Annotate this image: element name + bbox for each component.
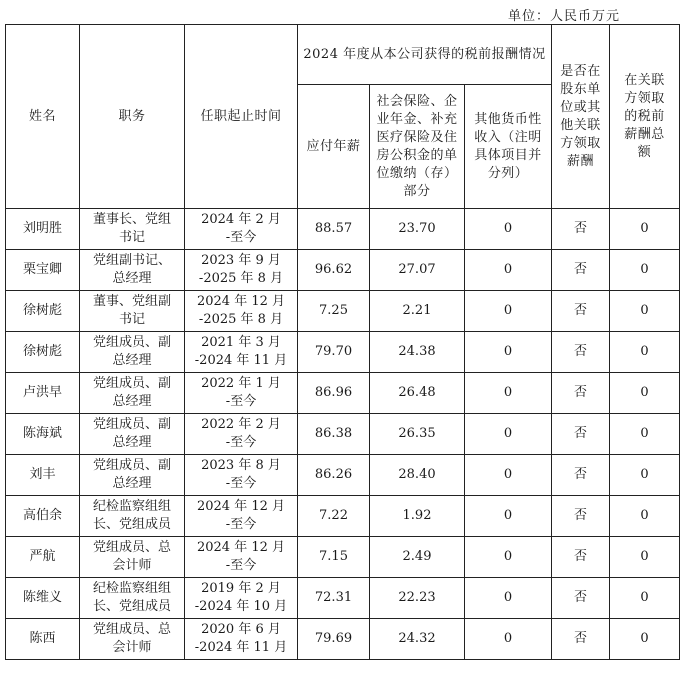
header-annual-salary: 应付年薪 [298, 85, 370, 209]
cell-position-line: 党组成员、副 [92, 417, 171, 432]
cell-shareholder-pay: 否 [552, 250, 610, 291]
cell-position [80, 578, 185, 619]
cell-related-party-total: 0 [610, 209, 680, 250]
cell-position-line: 总经理 [112, 435, 152, 450]
cell-position [80, 537, 185, 578]
cell-position-line: 董事长、党组 [92, 212, 171, 227]
cell-position-line: 董事、党组副 [92, 294, 171, 309]
cell-position-line: 党组成员、副 [92, 335, 171, 350]
cell-shareholder-pay: 否 [552, 578, 610, 619]
cell-shareholder-pay: 否 [552, 332, 610, 373]
cell-other-income: 0 [465, 455, 552, 496]
cell-term [185, 496, 298, 537]
cell-social-insurance: 2.21 [370, 291, 465, 332]
header-compensation-group: 2024 年度从本公司获得的税前报酬情况 [298, 25, 552, 85]
cell-social-insurance: 2.49 [370, 537, 465, 578]
cell-social-insurance: 22.23 [370, 578, 465, 619]
cell-term-line: 2022 年 2 月 [201, 417, 281, 432]
header-shareholder-pay: 是否在股东单位或其他关联方领取薪酬 [552, 25, 610, 209]
cell-related-party-total: 0 [610, 373, 680, 414]
header-name: 姓名 [6, 25, 80, 209]
table-row [6, 209, 680, 250]
cell-annual-salary: 72.31 [298, 578, 370, 619]
cell-annual-salary: 7.25 [298, 291, 370, 332]
table-row [6, 496, 680, 537]
cell-other-income: 0 [465, 332, 552, 373]
cell-position [80, 373, 185, 414]
cell-position-line: 党组成员、总 [92, 540, 171, 555]
cell-shareholder-pay: 否 [552, 373, 610, 414]
cell-other-income: 0 [465, 250, 552, 291]
cell-name: 刘明胜 [6, 209, 80, 250]
table-row [6, 414, 680, 455]
cell-position-line: 党组成员、副 [92, 376, 171, 391]
cell-term-line: -至今 [225, 476, 257, 491]
cell-term [185, 414, 298, 455]
cell-related-party-total: 0 [610, 578, 680, 619]
cell-position [80, 291, 185, 332]
cell-shareholder-pay: 否 [552, 496, 610, 537]
cell-term-line: -至今 [225, 558, 257, 573]
cell-term [185, 578, 298, 619]
cell-position [80, 619, 185, 660]
cell-social-insurance: 26.35 [370, 414, 465, 455]
cell-name: 高伯余 [6, 496, 80, 537]
cell-related-party-total: 0 [610, 291, 680, 332]
cell-term-line: 2024 年 12 月 [196, 540, 286, 555]
cell-term [185, 209, 298, 250]
cell-related-party-total: 0 [610, 455, 680, 496]
cell-term [185, 619, 298, 660]
cell-shareholder-pay: 否 [552, 455, 610, 496]
cell-related-party-total: 0 [610, 332, 680, 373]
cell-term-line: 2022 年 1 月 [201, 376, 281, 391]
cell-social-insurance: 27.07 [370, 250, 465, 291]
cell-other-income: 0 [465, 373, 552, 414]
cell-term-line: -至今 [225, 230, 257, 245]
cell-position-line: 长、党组成员 [92, 517, 171, 532]
cell-annual-salary: 7.22 [298, 496, 370, 537]
cell-shareholder-pay: 否 [552, 537, 610, 578]
cell-position-line: 党组成员、总 [92, 622, 171, 637]
cell-position-line: 总经理 [112, 394, 152, 409]
cell-name: 卢洪早 [6, 373, 80, 414]
cell-position-line: 纪检监察组组 [92, 499, 171, 514]
cell-position-line: 总经理 [112, 476, 152, 491]
cell-related-party-total: 0 [610, 496, 680, 537]
cell-related-party-total: 0 [610, 250, 680, 291]
cell-term-line: 2024 年 12 月 [196, 499, 286, 514]
cell-related-party-total: 0 [610, 537, 680, 578]
cell-name: 刘丰 [6, 455, 80, 496]
cell-annual-salary: 96.62 [298, 250, 370, 291]
cell-social-insurance: 28.40 [370, 455, 465, 496]
cell-other-income: 0 [465, 291, 552, 332]
table-row [6, 455, 680, 496]
header-related-party-total: 在关联方领取的税前薪酬总额 [610, 25, 680, 209]
cell-position-line: 长、党组成员 [92, 599, 171, 614]
table-row [6, 537, 680, 578]
cell-term-line: -2025 年 8 月 [198, 271, 284, 286]
cell-term-line: 2019 年 2 月 [201, 581, 281, 596]
cell-name: 徐树彪 [6, 291, 80, 332]
header-term: 任职起止时间 [185, 25, 298, 209]
cell-other-income: 0 [465, 537, 552, 578]
cell-related-party-total: 0 [610, 414, 680, 455]
cell-social-insurance: 24.32 [370, 619, 465, 660]
cell-term-line: 2023 年 8 月 [201, 458, 281, 473]
cell-name: 陈维义 [6, 578, 80, 619]
cell-annual-salary: 86.26 [298, 455, 370, 496]
cell-position [80, 209, 185, 250]
cell-other-income: 0 [465, 496, 552, 537]
cell-shareholder-pay: 否 [552, 414, 610, 455]
cell-position-line: 会计师 [112, 558, 152, 573]
cell-social-insurance: 26.48 [370, 373, 465, 414]
cell-annual-salary: 79.70 [298, 332, 370, 373]
cell-position [80, 250, 185, 291]
header-other-income: 其他货币性收入（注明具体项目并分列） [465, 85, 552, 209]
cell-annual-salary: 88.57 [298, 209, 370, 250]
cell-position-line: 纪检监察组组 [92, 581, 171, 596]
cell-annual-salary: 79.69 [298, 619, 370, 660]
table-row [6, 373, 680, 414]
cell-name: 栗宝卿 [6, 250, 80, 291]
cell-term-line: -2024 年 10 月 [194, 599, 288, 614]
cell-position [80, 414, 185, 455]
cell-position-line: 会计师 [112, 640, 152, 655]
cell-term-line: 2020 年 6 月 [201, 622, 281, 637]
unit-label: 单位：人民币万元 [507, 9, 620, 24]
cell-shareholder-pay: 否 [552, 209, 610, 250]
cell-position [80, 496, 185, 537]
cell-name: 严航 [6, 537, 80, 578]
cell-term-line: 2023 年 9 月 [201, 253, 281, 268]
cell-term-line: -2024 年 11 月 [194, 640, 288, 655]
cell-term [185, 291, 298, 332]
cell-term-line: -2025 年 8 月 [198, 312, 284, 327]
table-row [6, 619, 680, 660]
cell-position-line: 总经理 [112, 353, 152, 368]
cell-annual-salary: 86.38 [298, 414, 370, 455]
cell-term-line: 2024 年 2 月 [201, 212, 281, 227]
cell-other-income: 0 [465, 619, 552, 660]
cell-position-line: 党组副书记、 [92, 253, 171, 268]
cell-term-line: -至今 [225, 394, 257, 409]
table-row [6, 291, 680, 332]
cell-term [185, 332, 298, 373]
cell-position-line: 总经理 [112, 271, 152, 286]
table-row [6, 332, 680, 373]
cell-term [185, 455, 298, 496]
header-position: 职务 [80, 25, 185, 209]
cell-annual-salary: 86.96 [298, 373, 370, 414]
cell-other-income: 0 [465, 578, 552, 619]
cell-social-insurance: 1.92 [370, 496, 465, 537]
table-row [6, 250, 680, 291]
cell-name: 陈海斌 [6, 414, 80, 455]
cell-position-line: 书记 [118, 230, 145, 245]
cell-term [185, 373, 298, 414]
cell-term [185, 250, 298, 291]
table-row [6, 578, 680, 619]
cell-term-line: -2024 年 11 月 [194, 353, 288, 368]
cell-annual-salary: 7.15 [298, 537, 370, 578]
cell-social-insurance: 24.38 [370, 332, 465, 373]
cell-other-income: 0 [465, 414, 552, 455]
cell-term-line: 2021 年 3 月 [201, 335, 281, 350]
cell-other-income: 0 [465, 209, 552, 250]
cell-related-party-total: 0 [610, 619, 680, 660]
cell-term [185, 537, 298, 578]
cell-term-line: -至今 [225, 517, 257, 532]
cell-social-insurance: 23.70 [370, 209, 465, 250]
cell-term-line: -至今 [225, 435, 257, 450]
header-social-insurance: 社会保险、企业年金、补充医疗保险及住房公积金的单位缴纳（存）部分 [370, 85, 465, 209]
cell-shareholder-pay: 否 [552, 619, 610, 660]
cell-term-line: 2024 年 12 月 [196, 294, 286, 309]
cell-name: 徐树彪 [6, 332, 80, 373]
cell-position-line: 党组成员、副 [92, 458, 171, 473]
compensation-table [5, 24, 680, 660]
cell-name: 陈西 [6, 619, 80, 660]
cell-shareholder-pay: 否 [552, 291, 610, 332]
cell-position-line: 书记 [118, 312, 145, 327]
cell-position [80, 455, 185, 496]
cell-position [80, 332, 185, 373]
